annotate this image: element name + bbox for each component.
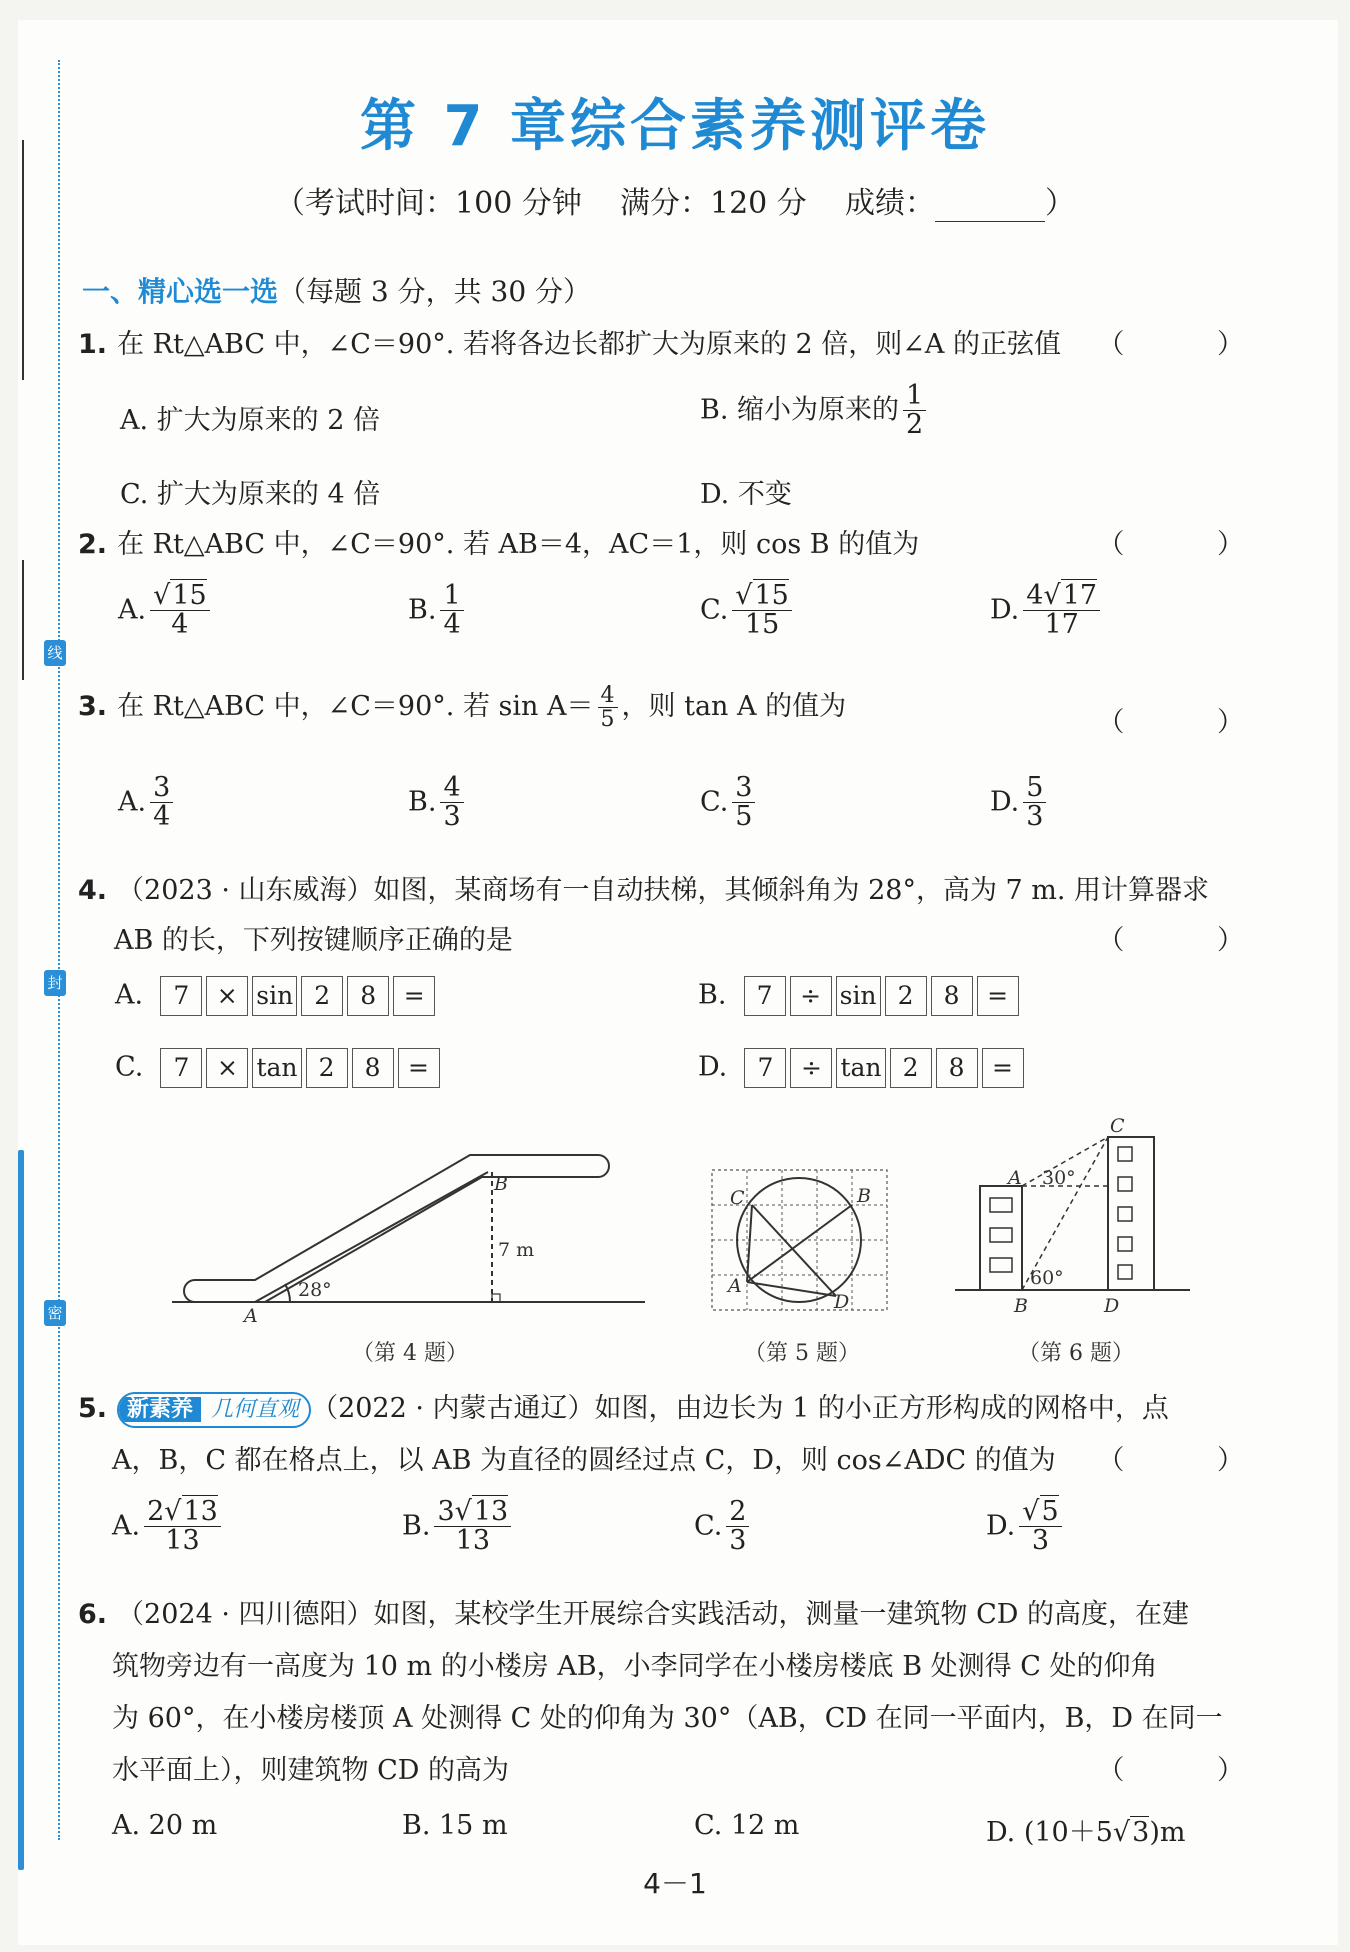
question-number: 4. [78, 875, 108, 906]
key-times: × [206, 1048, 248, 1088]
fig4-angle: 28° [298, 1279, 332, 1301]
q6-option-d[interactable]: D. (10＋5√3)m [986, 1817, 1186, 1848]
fig5-caption: （第 5 题） [744, 1341, 860, 1366]
key-8: 8 [347, 976, 389, 1016]
key-7: 7 [160, 976, 202, 1016]
fig4-label-a: A [244, 1305, 258, 1327]
key-2: 2 [301, 976, 343, 1016]
denominator: 3 [443, 801, 461, 833]
option-letter: A. [115, 979, 144, 1011]
option-letter: D. [990, 786, 1020, 818]
exam-full-score: 满分：120 分 [620, 186, 807, 221]
key-tan: tan [836, 1048, 885, 1088]
key-2: 2 [306, 1048, 348, 1088]
question-number: 2. [78, 529, 108, 560]
key-7: 7 [744, 976, 786, 1016]
answer-paren[interactable]: （ ） [1097, 529, 1286, 560]
radicand: 15 [754, 580, 789, 611]
fig4-height: 7 m [498, 1239, 535, 1261]
question-text: 在 Rt△ABC 中，∠C＝90°. 若 AB＝4，AC＝1，则 cos B 的值为 [117, 529, 920, 560]
question-5 [78, 1386, 1169, 1428]
q1-option-c[interactable]: C. 扩大为原来的 4 倍 [120, 479, 381, 510]
q5-option-c[interactable] [694, 1498, 753, 1556]
numerator: 2√13 [144, 1498, 221, 1527]
fraction [144, 1498, 221, 1556]
q5-option-b[interactable] [402, 1498, 515, 1556]
fig6-label-b: B [1014, 1295, 1028, 1317]
denominator: 5 [600, 707, 615, 733]
question-text: ，则 tan A 的值为 [621, 691, 847, 723]
figure-6-buildings [955, 1137, 1190, 1290]
q5-option-a[interactable] [112, 1498, 225, 1556]
exam-time: （考试时间：100 分钟 [275, 186, 582, 221]
denominator: 15 [744, 609, 780, 641]
option-text: B. 缩小为原来的 [700, 394, 900, 426]
option-letter: B. [402, 1510, 431, 1542]
question-6-line3: 为 60°，在小楼房楼顶 A 处测得 C 处的仰角为 30°（AB，CD 在同一平面内，B，D 在同一 [112, 1703, 1223, 1734]
denominator: 4 [171, 609, 189, 641]
answer-paren[interactable]: （ ） [1097, 925, 1286, 956]
fig6-label-a: A [1008, 1167, 1022, 1189]
option-letter: B. [408, 594, 437, 626]
option-letter: D. [986, 1510, 1016, 1542]
key-7: 7 [160, 1048, 202, 1088]
numerator: √15 [732, 582, 792, 611]
radicand: 17 [1062, 580, 1098, 611]
key-8: 8 [352, 1048, 394, 1088]
key-equals: = [398, 1048, 440, 1088]
page-title: 第 7 章综合素养测评卷 [360, 94, 990, 159]
question-4-line2: AB 的长，下列按键顺序正确的是 [114, 925, 513, 956]
radicand: 3 [1132, 1817, 1150, 1848]
question-text: 在 Rt△ABC 中，∠C＝90°. 若 sin A＝ [117, 691, 594, 723]
option-letter: D. [990, 594, 1020, 626]
answer-paren[interactable]: （ ） [1097, 707, 1286, 738]
denominator: 3 [1031, 1525, 1050, 1557]
numerator: 4 [598, 684, 618, 708]
denominator: 3 [1026, 801, 1044, 833]
radicand: 15 [172, 580, 207, 611]
key-8: 8 [931, 976, 973, 1016]
radicand: 13 [473, 1496, 509, 1527]
escalator-body [184, 1155, 609, 1302]
key-tan: tan [252, 1048, 301, 1088]
angle-arc [285, 1284, 290, 1302]
badge-primary: 新素养 [119, 1397, 201, 1422]
fig5-label-b: B [857, 1185, 871, 1207]
fraction [434, 1498, 511, 1556]
question-number: 6. [78, 1599, 108, 1630]
key-7: 7 [744, 1048, 786, 1088]
fig6-label-d: D [1104, 1295, 1120, 1317]
option-letter: A. [118, 786, 147, 818]
numerator: 5 [1023, 774, 1046, 803]
numerator: 4 [440, 774, 463, 803]
figure-4-escalator [172, 1155, 645, 1302]
question-text: （2022 · 内蒙古通辽）如图，由边长为 1 的小正方形构成的网格中，点 [311, 1393, 1169, 1424]
question-6 [78, 1592, 1189, 1631]
coefficient: 4 [1026, 580, 1044, 611]
denominator: 5 [735, 801, 753, 833]
page-number: 4－1 [643, 1867, 707, 1900]
question-number: 1. [78, 329, 108, 360]
option-text: )m [1149, 1817, 1186, 1848]
key-sin: sin [836, 976, 881, 1016]
question-5-line2: A，B，C 都在格点上，以 AB 为直径的圆经过点 C，D，则 cos∠ADC 的值为 [112, 1445, 1056, 1476]
fig4-label-b: B [494, 1173, 508, 1195]
question-6-line2: 筑物旁边有一高度为 10 m 的小楼房 AB，小李同学在小楼房楼底 B 处测得 C 处的仰角 [112, 1651, 1158, 1682]
key-divide: ÷ [790, 976, 832, 1016]
answer-paren[interactable]: （ ） [1097, 329, 1286, 360]
numerator: 2 [726, 1498, 749, 1527]
option-letter: C. [700, 786, 729, 818]
radicand: 13 [183, 1496, 218, 1527]
option-letter: C. [694, 1510, 723, 1542]
question-text: 在 Rt△ABC 中，∠C＝90°. 若将各边长都扩大为原来的 2 倍，则∠A 的正弦值 [117, 329, 1062, 360]
question-number: 5. [78, 1393, 108, 1424]
fig6-angle-bottom: 60° [1030, 1267, 1064, 1289]
q6-option-c[interactable]: C. 12 m [694, 1810, 800, 1841]
option-letter: A. [118, 594, 147, 626]
coefficient: 3 [437, 1496, 455, 1527]
coefficient: 2 [147, 1496, 165, 1527]
denominator: 4 [443, 609, 461, 641]
numerator: 3 [150, 774, 173, 803]
fig6-angle-top: 30° [1042, 1167, 1076, 1189]
fig5-label-d: D [834, 1291, 850, 1313]
badge-secondary: 几何直观 [211, 1396, 300, 1422]
key-equals: = [393, 976, 435, 1016]
option-letter: D. [698, 1051, 728, 1083]
denominator: 13 [165, 1525, 200, 1557]
option-letter: B. [408, 786, 437, 818]
denominator: 2 [906, 409, 924, 441]
exam-grade-label: 成绩： [844, 186, 935, 221]
question-6-line4: 水平面上），则建筑物 CD 的高为 [112, 1755, 509, 1786]
radicand: 5 [1041, 1496, 1059, 1527]
q1-option-a[interactable]: A. 扩大为原来的 2 倍 [120, 405, 381, 436]
margin-tag-secret: 密 [44, 1300, 66, 1326]
option-letter: A. [112, 1510, 141, 1542]
numerator: √15 [150, 582, 210, 611]
fig6-label-c: C [1110, 1115, 1125, 1137]
fig5-label-c: C [730, 1187, 745, 1209]
right-angle-mark [492, 1294, 500, 1302]
key-2: 2 [885, 976, 927, 1016]
denominator: 17 [1044, 609, 1079, 641]
denominator: 13 [455, 1525, 490, 1557]
option-text: D. (10＋5 [986, 1817, 1113, 1848]
q6-option-a[interactable]: A. 20 m [112, 1810, 218, 1841]
margin-tag-line: 线 [44, 640, 66, 666]
denominator: 3 [729, 1525, 747, 1557]
q5-option-d[interactable] [986, 1498, 1066, 1556]
answer-paren[interactable]: （ ） [1097, 1755, 1286, 1786]
numerator: 1 [440, 582, 463, 611]
question-number: 3. [78, 691, 108, 723]
numerator: 1 [903, 382, 926, 411]
option-letter: C. [115, 1051, 144, 1083]
section-label: 一、精心选一选 [82, 275, 279, 308]
key-8: 8 [936, 1048, 978, 1088]
numerator: √5 [1019, 1498, 1061, 1527]
q1-option-d[interactable]: D. 不变 [700, 479, 792, 510]
denominator: 4 [153, 801, 171, 833]
key-equals: = [982, 1048, 1024, 1088]
question-text: （2023 · 山东威海）如图，某商场有一自动扶梯，其倾斜角为 28°，高为 7 m. 用计算器求 [117, 875, 1210, 906]
numerator: 4√17 [1023, 582, 1100, 611]
key-sin: sin [252, 976, 297, 1016]
key-equals: = [977, 976, 1019, 1016]
answer-paren[interactable]: （ ） [1097, 1445, 1286, 1476]
escalator-slope [255, 1172, 488, 1302]
numerator: 3√13 [434, 1498, 511, 1527]
exam-info-close: ） [1044, 186, 1075, 221]
fig6-caption: （第 6 题） [1018, 1341, 1134, 1366]
fraction [726, 1498, 749, 1556]
key-times: × [206, 976, 248, 1016]
literacy-badge [117, 1392, 311, 1428]
section-note: （每题 3 分，共 30 分） [278, 275, 592, 308]
margin-tag-seal: 封 [44, 970, 66, 996]
q6-option-b[interactable]: B. 15 m [402, 1810, 508, 1841]
question-text: （2024 · 四川德阳）如图，某校学生开展综合实践活动，测量一建筑物 CD 的高度，在建 [117, 1599, 1189, 1630]
key-2: 2 [890, 1048, 932, 1088]
option-letter: B. [698, 979, 727, 1011]
key-divide: ÷ [790, 1048, 832, 1088]
fig5-label-a: A [728, 1275, 742, 1297]
fig4-caption: （第 4 题） [352, 1341, 468, 1366]
fraction [1019, 1498, 1061, 1556]
numerator: 3 [732, 774, 755, 803]
option-letter: C. [700, 594, 729, 626]
